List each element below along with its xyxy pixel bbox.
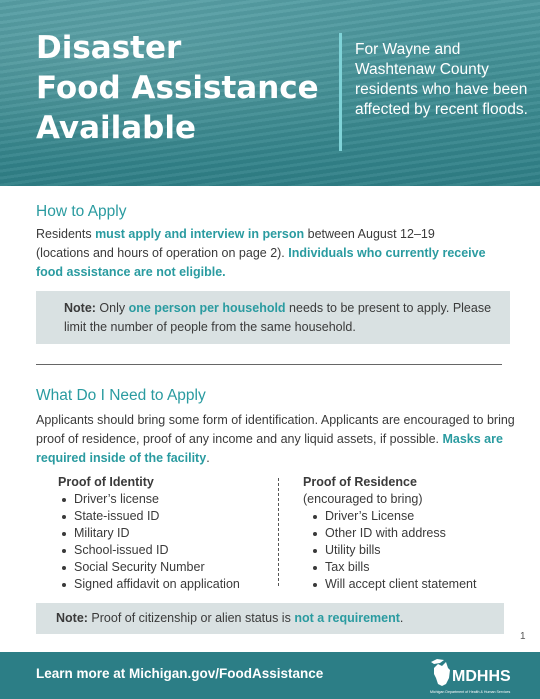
list-item: Military ID <box>58 525 273 542</box>
citizenship-note-text-2: . <box>399 611 404 625</box>
how-to-apply-text-3: (locations and hours of operation on page 2). <box>36 246 289 260</box>
logo-caption: Michigan Department of Health & Human Services <box>430 690 511 694</box>
list-item: Driver’s license <box>58 491 273 508</box>
how-to-apply-text <box>36 225 516 282</box>
household-note <box>36 291 510 344</box>
list-item: Utility bills <box>309 542 528 559</box>
identity-list <box>58 491 273 593</box>
not-requirement-highlight: not a requirement <box>294 611 400 625</box>
proof-of-residence <box>303 474 528 593</box>
list-item: Signed affidavit on application <box>58 576 273 593</box>
what-needed-text-1: Applicants should bring some form of identification. Applicants are encouraged to bring proof of residence, proof of any income and any liquid assets, if possible. <box>36 413 515 446</box>
title-line-1: Disaster <box>36 30 182 66</box>
logo-text: MDHHS <box>452 668 511 685</box>
what-needed-text <box>36 411 518 468</box>
page-number: 1 <box>520 631 526 642</box>
hero-subtitle: For Wayne and Washtenaw County residents who have been affected by recent floods. <box>355 41 528 118</box>
section-divider <box>36 364 502 365</box>
title-line-2: Food Assistance <box>36 70 319 106</box>
masks-highlight: Masks are required inside of the facility <box>36 432 503 465</box>
identity-heading: Proof of Identity <box>58 475 154 489</box>
mdhhs-logo <box>428 656 536 696</box>
residence-subheading: (encouraged to bring) <box>303 492 423 506</box>
michigan-icon <box>434 662 450 686</box>
title-line-3: Available <box>36 110 197 146</box>
page-title <box>36 28 336 148</box>
note-text-2: needs to be present to apply. Please limit the number of people from the same household. <box>64 301 492 334</box>
how-to-apply-text-1: Residents <box>36 227 96 241</box>
hero-banner <box>0 0 540 186</box>
how-to-apply-text-2: between August 12–19 <box>304 227 435 241</box>
one-person-highlight: one person per household <box>128 301 286 315</box>
residence-list <box>303 508 528 593</box>
what-needed-text-2: . <box>206 451 210 465</box>
hero-divider <box>339 33 342 151</box>
list-item: Tax bills <box>309 559 528 576</box>
not-eligible-highlight: Individuals who currently receive food assistance are not eligible. <box>36 246 486 279</box>
how-to-apply-heading: How to Apply <box>36 203 127 220</box>
list-item: Social Security Number <box>58 559 273 576</box>
column-separator <box>278 478 279 586</box>
list-item: Driver’s License <box>309 508 528 525</box>
residence-heading: Proof of Residence <box>303 475 417 489</box>
list-item: Other ID with address <box>309 525 528 542</box>
footer-link-text[interactable]: Learn more at Michigan.gov/FoodAssistance <box>36 666 324 681</box>
citizenship-note-label: Note: <box>56 611 88 625</box>
proof-of-identity <box>58 474 273 593</box>
list-item: Will accept client statement <box>309 576 528 593</box>
note-text-1: Only <box>95 301 129 315</box>
citizenship-note <box>36 603 504 634</box>
list-item: School-issued ID <box>58 542 273 559</box>
what-needed-heading: What Do I Need to Apply <box>36 387 206 404</box>
list-item: State-issued ID <box>58 508 273 525</box>
in-person-highlight: must apply and interview in person <box>95 227 305 241</box>
note-label: Note: <box>64 301 96 315</box>
citizenship-note-text-1: Proof of citizenship or alien status is <box>87 611 295 625</box>
footer-bar <box>0 652 540 699</box>
